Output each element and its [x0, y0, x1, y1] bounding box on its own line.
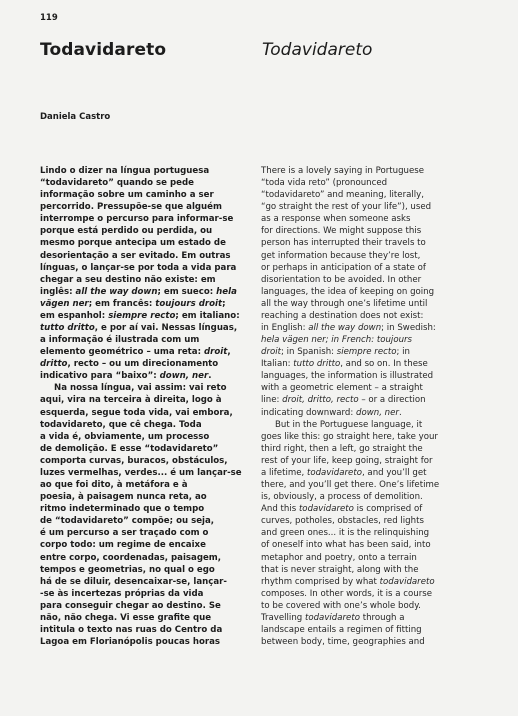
text-segment: hela vägen ner; in French: toujours — [261, 335, 413, 346]
portuguese-text-line — [40, 165, 255, 177]
column-english — [261, 165, 486, 648]
english-text-line — [261, 286, 486, 298]
english-text-line — [261, 491, 486, 503]
portuguese-text-line — [40, 527, 255, 539]
english-text-line — [261, 431, 486, 443]
english-text-line — [261, 322, 486, 334]
text-segment: há de se diluir, desencaixar-se, lançar- — [40, 576, 227, 587]
portuguese-text-line — [40, 552, 255, 564]
portuguese-text-line — [40, 346, 255, 358]
text-segment: tutto dritto — [40, 323, 95, 334]
text-segment: , recto – ou um direcionamento — [67, 359, 219, 370]
text-segment: tutto dritto — [293, 359, 341, 370]
text-segment: , and you’ll get — [361, 467, 427, 478]
english-text-line — [261, 612, 486, 624]
english-text-line — [261, 564, 486, 576]
text-segment: línguas, o lançar-se por toda a vida para — [40, 262, 237, 273]
text-segment: rhythm comprised by what — [261, 576, 380, 587]
text-segment: There is a lovely saying in Portuguese — [261, 166, 425, 176]
title-english: Todavidareto — [262, 40, 373, 60]
portuguese-text-line — [40, 467, 255, 479]
text-segment: goes like this: go straight here, take your — [261, 431, 438, 442]
text-segment: -se às incertezas próprias da vida — [40, 588, 204, 599]
text-segment: dritto — [40, 359, 68, 370]
text-segment: in English: — [261, 323, 309, 334]
portuguese-text-line — [40, 322, 255, 334]
text-segment: para conseguir chegar ao destino. Se — [40, 600, 221, 611]
text-segment: , — [227, 347, 231, 358]
text-segment: get information because they’re lost, — [261, 250, 421, 261]
text-segment: is, obviously, a process of demolition. — [261, 492, 423, 503]
portuguese-text-line — [40, 431, 255, 443]
portuguese-text-line — [40, 382, 255, 394]
english-text-line — [261, 189, 486, 201]
text-segment: entre corpo, coordenadas, paisagem, — [40, 552, 222, 563]
text-segment: todavidareto — [304, 612, 360, 623]
text-segment: todavidareto — [306, 467, 362, 478]
text-segment: vägen ner — [40, 298, 89, 309]
text-segment: there, and you’ll get there. One’s lifetime — [261, 480, 440, 491]
english-text-line — [261, 310, 486, 322]
text-segment: chegar a seu destino não existe: em — [40, 274, 216, 285]
text-segment: desorientação a ser evitado. Em outras — [40, 250, 231, 261]
portuguese-text-line — [40, 588, 255, 600]
english-text-line — [261, 274, 486, 286]
text-segment: interrompe o percurso para informar-se — [40, 214, 234, 225]
english-text-line — [261, 262, 486, 274]
text-segment: down, ner — [356, 407, 399, 418]
text-segment: rest of your life, keep going, straight for — [261, 455, 433, 466]
text-segment: reaching a destination does not exist: — [261, 310, 424, 321]
english-text-line — [261, 382, 486, 394]
portuguese-text-line — [40, 636, 255, 648]
text-segment: informação sobre um caminho a ser — [40, 190, 214, 201]
text-segment: third right, then a left, go straight the — [261, 443, 423, 454]
english-text-line — [261, 165, 486, 177]
text-segment: mesmo porque antecipa um estado de — [40, 238, 226, 249]
text-segment: “todavidareto” and meaning, literally, — [261, 190, 424, 201]
english-text-line — [261, 588, 486, 600]
portuguese-text-line — [40, 262, 255, 274]
text-segment: não, não chega. Vi esse grafite que — [40, 612, 212, 623]
text-segment: . — [208, 371, 212, 382]
text-segment: intitula o texto nas ruas do Centro da — [40, 624, 223, 635]
english-text-line — [261, 346, 486, 358]
english-text-line — [261, 527, 486, 539]
text-segment: a lifetime, — [261, 467, 307, 478]
portuguese-text-line — [40, 177, 255, 189]
text-segment: siempre recto — [108, 310, 176, 321]
portuguese-text-line — [40, 225, 255, 237]
text-segment: de demolição. E esse “todavidareto” — [40, 443, 219, 454]
text-segment: é um percurso a ser traçado com o — [40, 528, 209, 539]
text-segment: Na nossa língua, vai assim: vai reto — [54, 383, 227, 394]
portuguese-text-line — [40, 515, 255, 527]
text-segment: languages, the idea of keeping on going — [261, 286, 435, 297]
text-segment: a vida é, obviamente, um processo — [40, 431, 210, 442]
portuguese-text-line — [40, 600, 255, 612]
text-segment: ; — [222, 298, 226, 309]
english-text-line — [261, 479, 486, 491]
text-segment: esquerda, segue toda vida, vai embora, — [40, 407, 233, 418]
english-text-line — [261, 213, 486, 225]
portuguese-text-line — [40, 419, 255, 431]
english-text-line — [261, 334, 486, 346]
text-segment: that is never straight, along with the — [261, 564, 419, 575]
author-name: Daniela Castro — [40, 112, 111, 122]
text-segment: metaphor and poetry, onto a terrain — [261, 552, 417, 563]
text-segment: ; em sueco: — [157, 286, 217, 297]
english-text-line — [261, 576, 486, 588]
text-segment: disorientation to be avoided. In other — [261, 274, 422, 285]
portuguese-text-line — [40, 443, 255, 455]
text-segment: of oneself into what has been said, into — [261, 540, 431, 551]
text-segment: , and so on. In these — [340, 359, 428, 370]
portuguese-text-line — [40, 576, 255, 588]
text-segment: “todavidareto” quando se pede — [40, 178, 194, 189]
text-segment: aqui, vira na terceira à direita, logo à — [40, 395, 222, 406]
text-segment: all the way down — [308, 323, 382, 334]
text-segment: ao que foi dito, à metáfora e à — [40, 480, 188, 491]
portuguese-text-line — [40, 213, 255, 225]
portuguese-text-line — [40, 250, 255, 262]
text-segment: or perhaps in anticipation of a state of — [261, 262, 426, 273]
portuguese-text-line — [40, 358, 255, 370]
english-text-line — [261, 419, 486, 431]
portuguese-text-line — [40, 310, 255, 322]
page-number: 119 — [40, 13, 58, 23]
text-segment: droit — [261, 347, 282, 358]
english-text-line — [261, 539, 486, 551]
text-segment: inglês: — [40, 286, 76, 297]
text-segment: ; in Swedish: — [381, 323, 436, 334]
portuguese-text-line — [40, 189, 255, 201]
english-text-line — [261, 250, 486, 262]
text-segment: hela — [216, 286, 237, 297]
portuguese-text-line — [40, 201, 255, 213]
portuguese-text-line — [40, 479, 255, 491]
text-segment: a informação é ilustrada com um — [40, 335, 200, 346]
english-text-line — [261, 515, 486, 527]
portuguese-text-line — [40, 298, 255, 310]
english-text-line — [261, 237, 486, 249]
portuguese-text-line — [40, 286, 255, 298]
column-portuguese — [40, 165, 255, 648]
portuguese-text-line — [40, 612, 255, 624]
portuguese-text-line — [40, 370, 255, 382]
english-text-line — [261, 407, 486, 419]
portuguese-text-line — [40, 274, 255, 286]
english-text-line — [261, 177, 486, 189]
text-segment: languages, the information is illustrated — [261, 371, 434, 382]
portuguese-text-line — [40, 455, 255, 467]
text-segment: all the way down — [75, 286, 158, 297]
title-portuguese: Todavidareto — [40, 40, 167, 60]
text-segment: todavidareto — [379, 576, 435, 587]
text-segment: all the way through one’s lifetime until — [261, 298, 428, 309]
text-segment: em espanhol: — [40, 310, 109, 321]
text-segment: indicativo para “baixo”: — [40, 371, 160, 382]
portuguese-text-line — [40, 407, 255, 419]
text-segment: elemento geométrico – uma reta: — [40, 347, 205, 358]
text-segment: to be covered with one’s whole body. — [261, 600, 421, 611]
text-segment: But in the Portuguese language, it — [275, 419, 423, 430]
text-segment: indicating downward: — [261, 407, 357, 418]
text-segment: through a — [359, 612, 405, 623]
english-text-line — [261, 624, 486, 636]
text-segment: todavidareto — [298, 504, 354, 515]
english-text-line — [261, 600, 486, 612]
english-text-line — [261, 467, 486, 479]
portuguese-text-line — [40, 237, 255, 249]
text-segment: droit — [204, 347, 228, 358]
text-segment: is comprised of — [353, 504, 423, 515]
text-segment: poesia, à paisagem nunca reta, ao — [40, 492, 207, 503]
portuguese-text-line — [40, 539, 255, 551]
english-text-line — [261, 503, 486, 515]
text-segment: Travelling — [261, 612, 305, 623]
portuguese-text-line — [40, 334, 255, 346]
text-segment: and green ones... it is the relinquishing — [261, 528, 430, 539]
text-segment: comporta curvas, buracos, obstáculos, — [40, 455, 228, 466]
text-segment: ; em francês: — [88, 298, 156, 309]
text-segment: ; in Spanish: — [281, 347, 337, 358]
english-text-line — [261, 358, 486, 370]
text-segment: down, ner — [159, 371, 209, 382]
english-text-line — [261, 298, 486, 310]
text-segment: todavidareto, que cê chega. Toda — [40, 419, 202, 430]
text-segment: And this — [261, 504, 299, 515]
text-segment: . — [398, 407, 402, 418]
text-segment: line: — [261, 395, 283, 406]
english-text-line — [261, 370, 486, 382]
text-segment: with a geometric element – a straight — [261, 383, 423, 394]
text-segment: landscape entails a regimen of fitting — [261, 624, 422, 635]
text-segment: – or a direction — [358, 395, 426, 406]
text-segment: composes. In other words, it is a course — [261, 588, 432, 599]
portuguese-text-line — [40, 564, 255, 576]
english-text-line — [261, 455, 486, 467]
english-text-line — [261, 443, 486, 455]
text-segment: luzes vermelhas, verdes... é um lançar-se — [40, 467, 242, 478]
text-segment: person has interrupted their travels to — [261, 238, 426, 249]
text-segment: porque está perdido ou perdida, ou — [40, 226, 213, 237]
text-segment: percorrido. Pressupõe-se que alguém — [40, 202, 222, 213]
text-segment: for directions. We might suppose this — [261, 226, 422, 237]
text-segment: ritmo indeterminado que o tempo — [40, 504, 205, 515]
text-segment: de “todavidareto” compõe; ou seja, — [40, 516, 215, 527]
english-text-line — [261, 394, 486, 406]
text-segment: “go straight the rest of your life”), used — [261, 202, 432, 213]
text-segment: between body, time, geographies and — [261, 637, 425, 648]
text-segment: droit, dritto, recto — [282, 395, 359, 406]
text-segment: siempre recto — [336, 347, 397, 358]
portuguese-text-line — [40, 394, 255, 406]
portuguese-text-line — [40, 491, 255, 503]
text-segment: as a response when someone asks — [261, 214, 411, 225]
text-segment: tempos e geometrias, no qual o ego — [40, 564, 215, 575]
portuguese-text-line — [40, 624, 255, 636]
text-segment: corpo todo: um regime de encaixe — [40, 540, 206, 551]
text-segment: curves, potholes, obstacles, red lights — [261, 516, 424, 527]
text-segment: Lagoa em Florianópolis poucas horas — [40, 637, 221, 648]
text-segment: , e por aí vai. Nessas línguas, — [94, 323, 238, 334]
english-text-line — [261, 201, 486, 213]
text-segment: ; em italiano: — [175, 310, 240, 321]
english-text-line — [261, 636, 486, 648]
text-segment: Lindo o dizer na língua portuguesa — [40, 166, 210, 176]
text-segment: ; in — [396, 347, 410, 358]
portuguese-text-line — [40, 503, 255, 515]
text-segment: Italian: — [261, 359, 294, 370]
english-text-line — [261, 225, 486, 237]
text-segment: toujours droit — [155, 298, 223, 309]
text-segment: “toda vida reto” (pronounced — [261, 178, 388, 189]
english-text-line — [261, 552, 486, 564]
